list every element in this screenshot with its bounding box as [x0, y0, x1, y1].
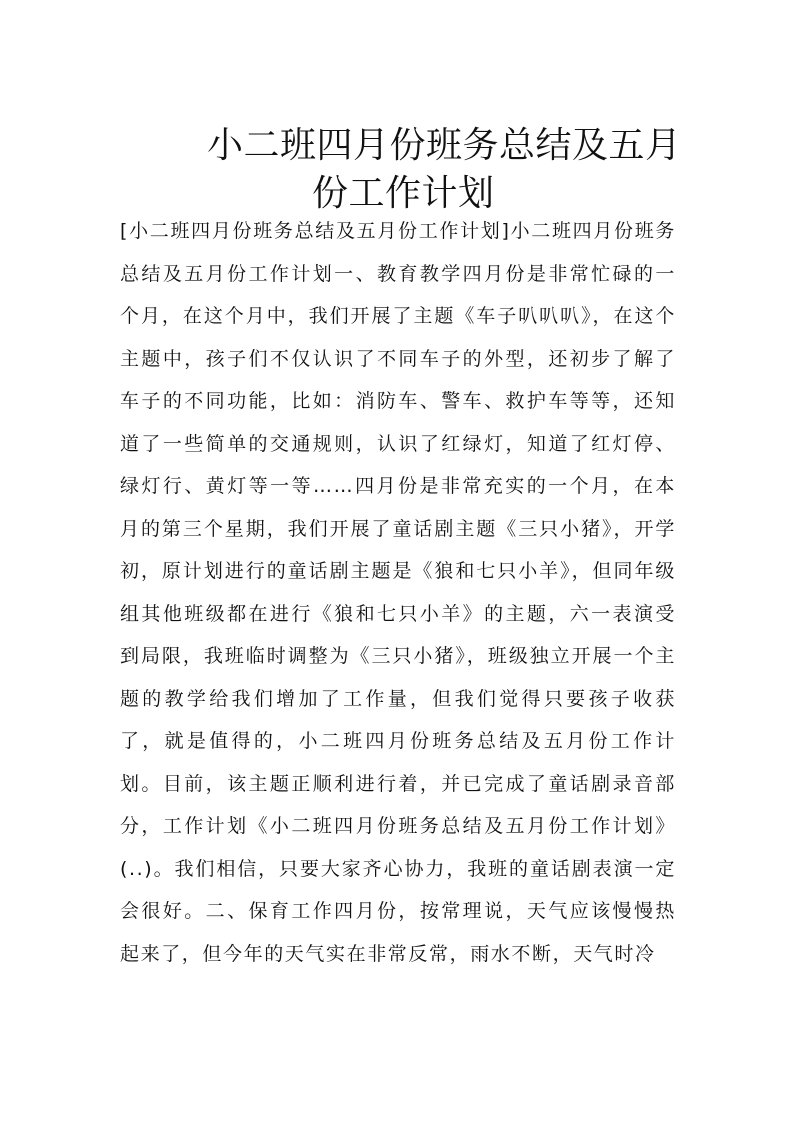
body-paragraph: [小二班四月份班务总结及五月份工作计划]小二班四月份班务总结及五月份工作计划一、教育教学四月份是非常忙碌的一个月，在这个月中，我们开展了主题《车子叭叭叭》，在这个主题中，孩子们不仅认识了不同车子的外型，还初步了解了车子的不同功能，比如：消防车、警车、救护车等等，还知道了一些简单的交通规则，认识了红绿灯，知道了红灯停、绿灯行、黄灯等一等……四月份是非常充实的一个月，在本月的第三个星期，我们开展了童话剧主题《三只小猪》，开学初，原计划进行的童话剧主题是《狼和七只小羊》，但同年级组其他班级都在进行《狼和七只小羊》的主题，六一表演受到局限，我班临时调整为《三只小猪》，班级独立开展一个主题的教学给我们增加了工作量，但我们觉得只要孩子收获了，就是值得的，小二班四月份班务总结及五月份工作计划。目前，该主题正顺利进行着，并已完成了童话剧录音部分，工作计划《小二班四月份班务总结及五月份工作计划》(..)。我们相信，只要大家齐心协力，我班的童话剧表演一定会很好。二、保育工作四月份，按常理说，天气应该慢慢热起来了，但今年的天气实在非常反常，雨水不断，天气时冷 — [120, 220, 676, 965]
title-line-2: 份工作计划 — [312, 173, 495, 215]
title-line-1: 小二班四月份班务总结及五月 — [207, 125, 682, 167]
page-title — [0, 122, 794, 218]
